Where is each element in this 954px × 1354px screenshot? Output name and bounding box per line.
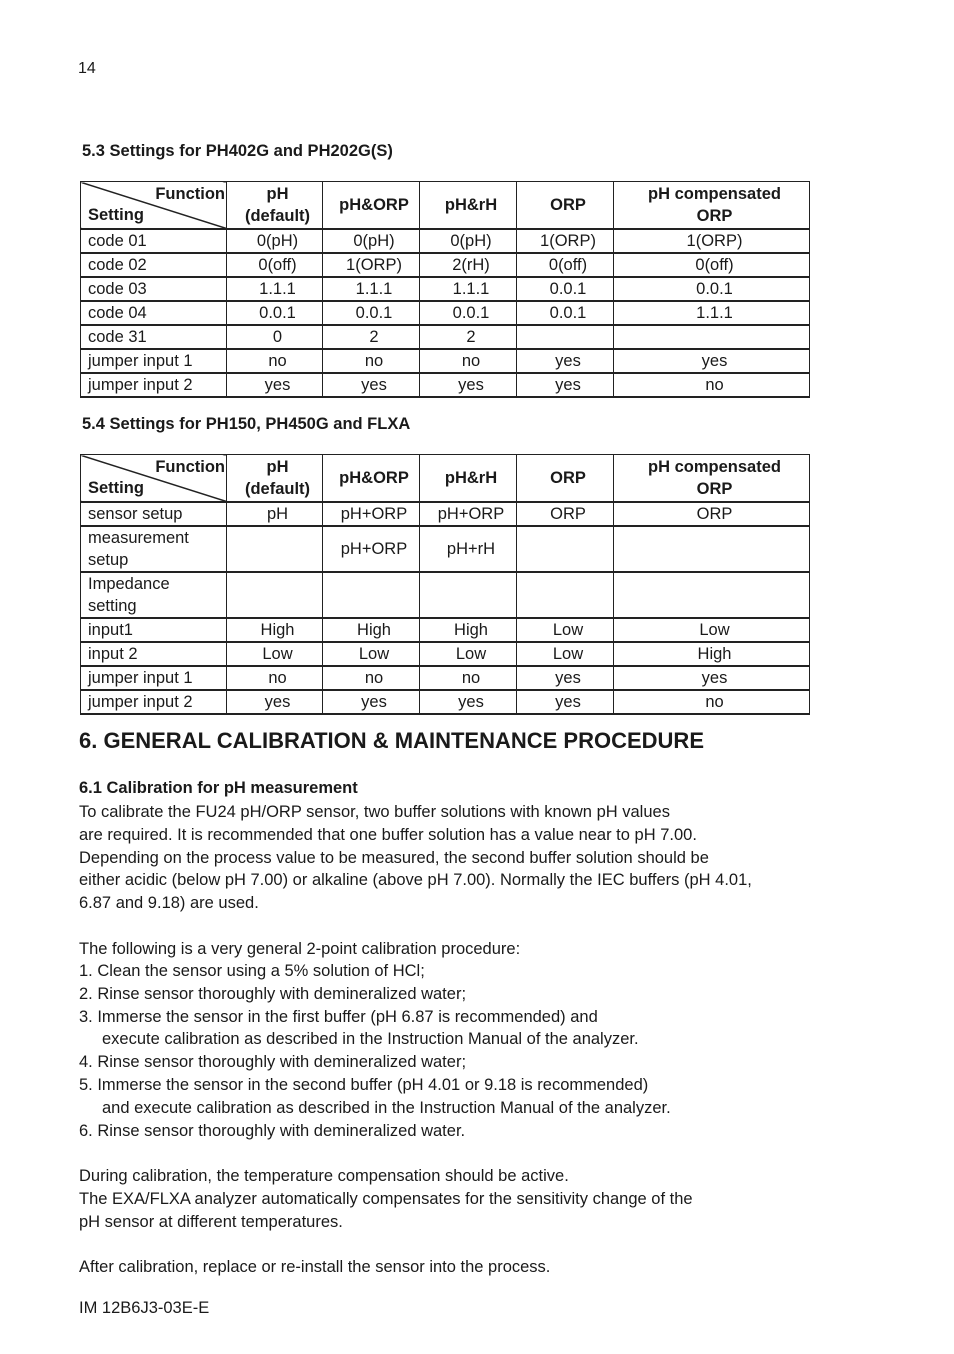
table-cell: yes: [517, 690, 614, 714]
table-cell: 0.0.1: [323, 301, 420, 325]
table-cell: [614, 572, 810, 618]
table-cell: 2: [323, 325, 420, 349]
table-cell: 0.0.1: [614, 277, 810, 301]
table-cell: yes: [227, 373, 323, 397]
table-row: [81, 301, 810, 325]
table-body: [81, 229, 810, 397]
table-cell: 0.0.1: [420, 301, 517, 325]
table-cell: [323, 572, 420, 618]
table-cell: 1.1.1: [614, 301, 810, 325]
column-header: pH (default): [227, 455, 323, 502]
row-label: code 02: [81, 253, 227, 277]
table-cell: 2(rH): [420, 253, 517, 277]
table-cell: High: [614, 642, 810, 666]
table-cell: 0(pH): [420, 229, 517, 253]
table-cell: yes: [614, 349, 810, 373]
header-function-label: Function: [155, 185, 225, 203]
text-line: pH sensor at different temperatures.: [79, 1212, 343, 1231]
column-header: pH (default): [227, 182, 323, 229]
table-cell: 0(pH): [227, 229, 323, 253]
text-line: 6.87 and 9.18) are used.: [79, 894, 259, 913]
table-cell: Low: [614, 618, 810, 642]
table-cell: Low: [517, 618, 614, 642]
step-continuation: and execute calibration as described in the Instruction Manual of the analyzer.: [102, 1098, 671, 1117]
table-cell: [227, 572, 323, 618]
table-body: [81, 502, 810, 714]
after-calibration-paragraph: After calibration, replace or re-install the sensor into the process.: [79, 1258, 551, 1276]
section-5-4-title: 5.4 Settings for PH150, PH450G and FLXA: [82, 415, 411, 433]
table-cell: 0(off): [517, 253, 614, 277]
row-label: jumper input 1: [81, 349, 227, 373]
table-cell: ORP: [517, 502, 614, 526]
table-cell: [227, 526, 323, 572]
table-row: [81, 690, 810, 714]
table-cell: yes: [323, 373, 420, 397]
text-line: During calibration, the temperature compensation should be active.: [79, 1167, 569, 1185]
column-header: pH&ORP: [323, 455, 420, 502]
row-label: measurement setup: [81, 526, 227, 572]
table-row: [81, 229, 810, 253]
table-cell: 1(ORP): [614, 229, 810, 253]
text-line: The EXA/FLXA analyzer automatically compensates for the sensitivity change of the: [79, 1189, 693, 1208]
header-function-setting: [81, 455, 227, 502]
row-label: jumper input 1: [81, 666, 227, 690]
table-cell: Low: [323, 642, 420, 666]
table-cell: 0.0.1: [517, 277, 614, 301]
table-cell: no: [323, 666, 420, 690]
table-cell: [614, 325, 810, 349]
column-header: pH compensated ORP: [614, 455, 810, 502]
table-cell: 1(ORP): [517, 229, 614, 253]
step-item: 3. Immerse the sensor in the first buffer (pH 6.87 is recommended) and: [79, 1007, 598, 1026]
table-row: [81, 572, 810, 618]
table-cell: pH+ORP: [420, 502, 517, 526]
column-header: pH&rH: [420, 182, 517, 229]
text-line: are required. It is recommended that one buffer solution has a value near to pH 7.00.: [79, 825, 697, 844]
table-row: [81, 277, 810, 301]
table-cell: [614, 526, 810, 572]
table-cell: yes: [227, 690, 323, 714]
table-cell: yes: [420, 373, 517, 397]
table-cell: no: [227, 349, 323, 373]
step-item: 2. Rinse sensor thoroughly with demineralized water;: [79, 984, 467, 1003]
table-cell: Low: [517, 642, 614, 666]
header-setting-label: Setting: [88, 478, 144, 497]
row-label: sensor setup: [81, 502, 227, 526]
section-5-3-title: 5.3 Settings for PH402G and PH202G(S): [82, 142, 393, 160]
column-header: pH compensated ORP: [614, 182, 810, 229]
table-cell: no: [614, 373, 810, 397]
text-line: Depending on the process value to be measured, the second buffer solution should be: [79, 848, 709, 867]
row-label: Impedance setting: [81, 572, 227, 618]
table-cell: 1(ORP): [323, 253, 420, 277]
step-item: 4. Rinse sensor thoroughly with demineralized water;: [79, 1053, 467, 1072]
text-line: either acidic (below pH 7.00) or alkaline (above pH 7.00). Normally the IEC buffers (pH 4.01,: [79, 871, 752, 890]
table-row: [81, 373, 810, 397]
page-number: 14: [78, 60, 96, 77]
header-setting-label: Setting: [88, 205, 144, 224]
procedure-intro: The following is a very general 2-point calibration procedure:: [79, 940, 521, 958]
table-row: [81, 666, 810, 690]
table-cell: High: [227, 618, 323, 642]
row-label: jumper input 2: [81, 690, 227, 714]
row-label: code 03: [81, 277, 227, 301]
procedure-steps: [79, 960, 671, 1142]
table-row: [81, 253, 810, 277]
table-row: [81, 526, 810, 572]
table-row: [81, 325, 810, 349]
table-cell: pH+ORP: [323, 502, 420, 526]
row-label: input 2: [81, 642, 227, 666]
header-function-label: Function: [155, 458, 225, 476]
table-row: [81, 642, 810, 666]
column-header: ORP: [517, 182, 614, 229]
table-cell: 0(off): [227, 253, 323, 277]
table-cell: no: [420, 666, 517, 690]
table-cell: yes: [517, 349, 614, 373]
table-cell: pH+ORP: [323, 526, 420, 572]
settings-table-5-4: [80, 454, 810, 715]
header-function-setting: [81, 182, 227, 229]
table-cell: [420, 572, 517, 618]
intro-paragraph: [79, 801, 752, 915]
step-item: 6. Rinse sensor thoroughly with demineralized water.: [79, 1121, 466, 1140]
table-cell: 1.1.1: [420, 277, 517, 301]
settings-table-5-3: [80, 181, 810, 398]
table-cell: pH+rH: [420, 526, 517, 572]
table-cell: 0(off): [614, 253, 810, 277]
step-item: 1. Clean the sensor using a 5% solution of HCl;: [79, 962, 425, 980]
table-cell: 0(pH): [323, 229, 420, 253]
table-row: [81, 349, 810, 373]
table-cell: no: [323, 349, 420, 373]
table-cell: 2: [420, 325, 517, 349]
table-cell: 0.0.1: [517, 301, 614, 325]
table-cell: yes: [614, 666, 810, 690]
table-cell: yes: [420, 690, 517, 714]
column-header: pH&rH: [420, 455, 517, 502]
row-label: code 31: [81, 325, 227, 349]
table-cell: yes: [517, 373, 614, 397]
table-cell: High: [323, 618, 420, 642]
table-cell: ORP: [614, 502, 810, 526]
table-row: [81, 618, 810, 642]
table-cell: [517, 572, 614, 618]
row-label: code 01: [81, 229, 227, 253]
row-label: jumper input 2: [81, 373, 227, 397]
document-id-footer: IM 12B6J3-03E-E: [79, 1299, 210, 1317]
table-cell: [517, 526, 614, 572]
table-header-row: [81, 182, 810, 229]
step-continuation: execute calibration as described in the Instruction Manual of the analyzer.: [102, 1030, 639, 1049]
table-cell: no: [420, 349, 517, 373]
text-line: To calibrate the FU24 pH/ORP sensor, two buffer solutions with known pH values: [79, 803, 670, 821]
column-header: ORP: [517, 455, 614, 502]
chapter-title: 6. GENERAL CALIBRATION & MAINTENANCE PROCEDURE: [79, 728, 704, 753]
table-cell: pH: [227, 502, 323, 526]
column-header: pH&ORP: [323, 182, 420, 229]
table-cell: no: [614, 690, 810, 714]
table-cell: [517, 325, 614, 349]
row-label: code 04: [81, 301, 227, 325]
table-cell: 1.1.1: [227, 277, 323, 301]
table-header-row: [81, 455, 810, 502]
step-item: 5. Immerse the sensor in the second buffer (pH 4.01 or 9.18 is recommended): [79, 1075, 649, 1094]
table-cell: yes: [517, 666, 614, 690]
subsection-title: 6.1 Calibration for pH measurement: [79, 779, 358, 797]
table-cell: 0.0.1: [227, 301, 323, 325]
table-cell: 0: [227, 325, 323, 349]
during-calibration-paragraph: [79, 1165, 693, 1233]
row-label: input1: [81, 618, 227, 642]
table-cell: High: [420, 618, 517, 642]
table-cell: Low: [420, 642, 517, 666]
table-cell: yes: [323, 690, 420, 714]
table-row: [81, 502, 810, 526]
table-cell: Low: [227, 642, 323, 666]
table-cell: 1.1.1: [323, 277, 420, 301]
table-cell: no: [227, 666, 323, 690]
